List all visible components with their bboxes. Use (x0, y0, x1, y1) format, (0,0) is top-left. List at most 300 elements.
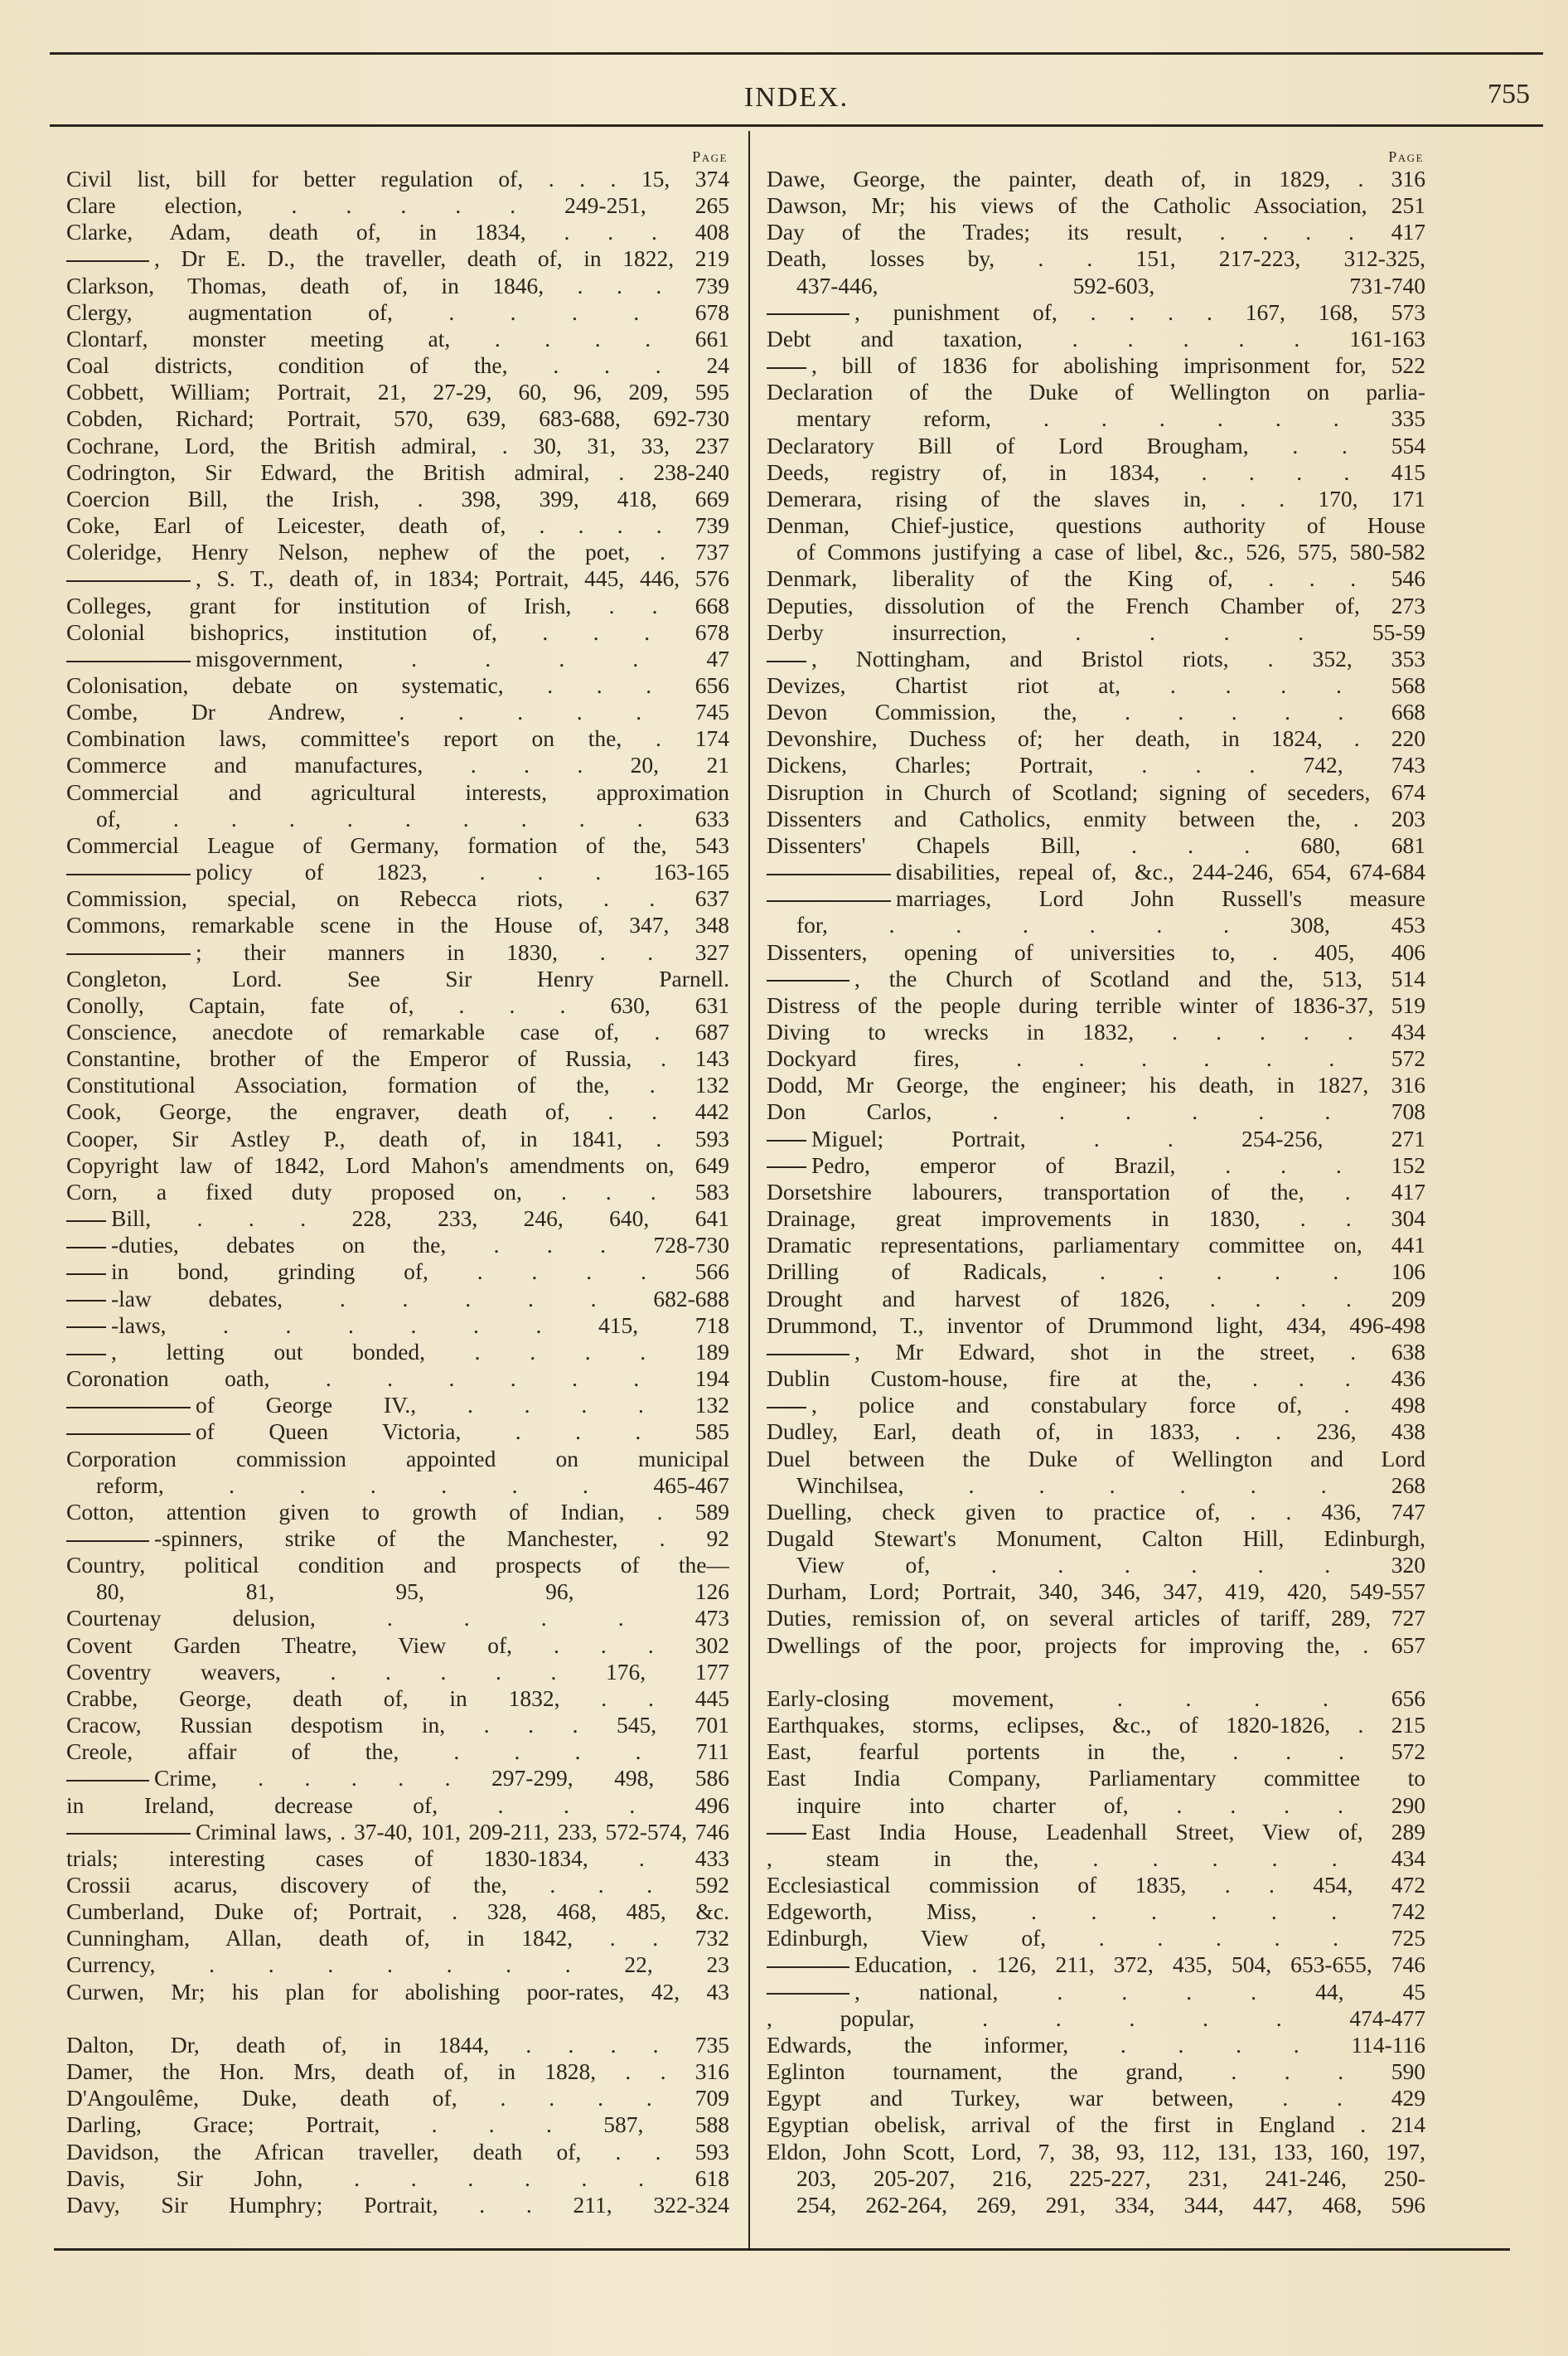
index-entry (767, 885, 1425, 912)
index-entry (66, 859, 729, 885)
index-entry-text: Crime, . . . . . 297-299, 498, 586 (154, 1765, 729, 1791)
index-entry-text: Dawe, George, the painter, death of, in 1829, . 316 (767, 166, 1425, 191)
index-entries-left (66, 166, 729, 2218)
index-entry-text: Creole, affair of the, . . . . 711 (66, 1738, 729, 1765)
index-entry (767, 539, 1425, 565)
index-entry-text: D'Angoulême, Duke, death of, . . . . 709 (66, 2085, 729, 2111)
index-entry (66, 1979, 729, 2005)
index-entry-text: Coleridge, Henry Nelson, nephew of the poet, . 737 (66, 539, 729, 565)
index-entry-text: -duties, debates on the, . . . 728-730 (111, 1232, 729, 1258)
index-entry-text: Davidson, the African traveller, death of, . . 593 (66, 2138, 729, 2165)
index-entry (66, 939, 729, 966)
index-entry-text: Constantine, brother of the Emperor of Russia, . 143 (66, 1045, 729, 1072)
index-entry-text: Combe, Dr Andrew, . . . . . 745 (66, 699, 729, 725)
index-entry (66, 2192, 729, 2218)
footer-rule (54, 2248, 1510, 2251)
ditto-dash (767, 1966, 849, 1968)
index-entry-text: Clergy, augmentation of, . . . . 678 (66, 298, 729, 325)
index-entry-text: Clarke, Adam, death of, in 1834, . . . 408 (66, 219, 729, 245)
index-entry (66, 1685, 729, 1712)
index-entry-text: Dublin Custom-house, fire at the, . . . 436 (767, 1365, 1425, 1392)
index-entry-text: Edinburgh, View of, . . . . . 725 (767, 1925, 1425, 1951)
index-entry (767, 672, 1425, 699)
index-entry (767, 646, 1425, 672)
index-entry (66, 593, 729, 619)
index-entry (66, 832, 729, 859)
index-entry (767, 2139, 1425, 2165)
index-entry-text: trials; interesting cases of 1830-1834, . 433 (66, 1845, 729, 1871)
index-entry (767, 2111, 1425, 2138)
index-entry (767, 2165, 1425, 2192)
index-entry-text: Ecclesiastical commission of 1835, . . 454, 472 (767, 1871, 1425, 1898)
index-entry (767, 166, 1425, 192)
column-divider (748, 131, 750, 2249)
index-entry (66, 1098, 729, 1125)
index-entry-text: Copyright law of 1842, Lord Mahon's amendments on, 649 (66, 1151, 729, 1178)
index-entry-text: Declaratory Bill of Lord Brougham, . . 554 (767, 432, 1425, 458)
index-entry-text: Denmark, liberality of the King of, . . . 546 (767, 565, 1425, 592)
index-entry-text: , bill of 1836 for abolishing imprisonment for, 522 (811, 352, 1425, 379)
index-entry (66, 672, 729, 699)
index-entry (66, 1258, 729, 1285)
index-entry (66, 1179, 729, 1205)
index-entry (66, 1152, 729, 1179)
index-entry-text: Davy, Sir Humphry; Portrait, . . 211, 322-324 (66, 2191, 729, 2218)
index-entry (767, 1258, 1425, 1285)
page-number: 755 (1488, 79, 1530, 109)
index-entry-text: -spinners, strike of the Manchester, . 92 (154, 1525, 729, 1551)
ditto-dash (66, 874, 191, 875)
index-entry-text: Coal districts, condition of the, . . . 24 (66, 352, 729, 379)
index-entry-text: Commons, remarkable scene in the House of, 347, 348 (66, 912, 729, 938)
ditto-dash (767, 1140, 806, 1142)
index-entry (767, 859, 1425, 885)
index-entry (767, 1738, 1425, 1765)
header-rule-bottom (50, 124, 1543, 127)
index-entry (767, 1552, 1425, 1578)
index-entry-text: , national, . . . . 44, 45 (854, 1978, 1425, 2005)
index-entry (767, 1898, 1425, 1925)
index-entry (767, 752, 1425, 778)
index-entry (66, 1312, 729, 1339)
index-entry-text: inquire into charter of, . . . . 290 (796, 1791, 1425, 1818)
index-entry (66, 2032, 729, 2058)
index-entry (767, 1632, 1425, 1659)
index-entry (66, 619, 729, 646)
index-entry-text: Day of the Trades; its result, . . . . 417 (767, 219, 1425, 245)
index-entry-text: 254, 262-264, 269, 291, 334, 344, 447, 468, 596 (796, 2191, 1425, 2218)
ditto-dash (66, 953, 191, 955)
index-entry (767, 1152, 1425, 1179)
index-entry-text: Commission, special, on Rebecca riots, . . 637 (66, 885, 729, 912)
index-entry-text: Death, losses by, . . 151, 217-223, 312-325, (767, 245, 1425, 272)
index-entry-text: Clare election, . . . . . 249-251, 265 (66, 192, 729, 219)
index-entry (66, 2058, 729, 2085)
ditto-dash (66, 1407, 191, 1408)
index-entry (767, 939, 1425, 966)
index-entry-text: of Queen Victoria, . . . 585 (196, 1418, 729, 1445)
index-entry-text: Dockyard fires, . . . . . . 572 (767, 1045, 1425, 1072)
index-entry (66, 326, 729, 352)
index-entry (66, 1552, 729, 1578)
index-entry (767, 1365, 1425, 1392)
index-entry (66, 2005, 729, 2032)
index-entry (66, 1072, 729, 1098)
index-entry-text: Dramatic representations, parliamentary committee on, 441 (767, 1232, 1425, 1258)
index-entry-text: Duties, remission of, on several articles of tariff, 289, 727 (767, 1605, 1425, 1631)
index-entry (66, 1872, 729, 1898)
index-entry (767, 1979, 1425, 2005)
index-entry (66, 1392, 729, 1418)
index-entry-text: Cunningham, Allan, death of, in 1842, . . 732 (66, 1925, 729, 1951)
index-entry-text: Commercial League of Germany, formation of the, 543 (66, 831, 729, 858)
index-entry-text: Coercion Bill, the Irish, . 398, 399, 418, 669 (66, 485, 729, 511)
ditto-dash (767, 1354, 849, 1355)
index-entry (767, 1819, 1425, 1845)
ditto-dash (66, 1833, 191, 1835)
index-entry-text: East, fearful portents in the, . . . 572 (767, 1738, 1425, 1765)
index-entry-text: of Commons justifying a case of libel, &c., 526, 575, 580-582 (796, 539, 1425, 565)
index-entry-text: Cobbett, William; Portrait, 21, 27-29, 60, 96, 209, 595 (66, 379, 729, 405)
ditto-dash (66, 580, 191, 582)
ditto-dash (767, 1833, 806, 1835)
index-entry (767, 1765, 1425, 1791)
ditto-dash (767, 900, 891, 902)
ditto-dash (767, 313, 849, 315)
index-entry (66, 992, 729, 1019)
index-entry (767, 1072, 1425, 1098)
index-entry-text: Darling, Grace; Portrait, . . . 587, 588 (66, 2111, 729, 2138)
index-entry-text: Disruption in Church of Scotland; signing of seceders, 674 (767, 778, 1425, 805)
index-entry-text: Bill, . . . 228, 233, 246, 640, 641 (111, 1205, 729, 1232)
index-entry-text: East India House, Leadenhall Street, View of, 289 (811, 1818, 1425, 1845)
index-entry (767, 565, 1425, 592)
index-entry-text: marriages, Lord John Russell's measure (896, 885, 1425, 912)
index-entry-text: Education, . 126, 211, 372, 435, 504, 653-655, 746 (854, 1951, 1425, 1978)
index-entry (66, 219, 729, 245)
index-entry-text: , Nottingham, and Bristol riots, . 352, 353 (811, 645, 1425, 671)
ditto-dash (767, 661, 806, 662)
ditto-dash (66, 1247, 106, 1248)
index-entry (767, 326, 1425, 352)
index-entry-text: Demerara, rising of the slaves in, . . 170, 171 (767, 485, 1425, 511)
index-entry (767, 1418, 1425, 1445)
index-entry (66, 1659, 729, 1685)
index-entry (66, 512, 729, 539)
index-entry-text: , Dr E. D., the traveller, death of, in 1822, 219 (154, 245, 729, 272)
index-entry (767, 2192, 1425, 2218)
index-entry-text: -law debates, . . . . . 682-688 (111, 1285, 729, 1311)
ditto-dash (66, 1433, 191, 1435)
index-entry (767, 593, 1425, 619)
index-entry (767, 832, 1425, 859)
index-entry (66, 699, 729, 725)
index-entry (66, 646, 729, 672)
index-entry-text: Constitutional Association, formation of the, . 132 (66, 1072, 729, 1098)
index-entry (767, 1951, 1425, 1978)
index-entry (66, 1712, 729, 1738)
index-entry (767, 699, 1425, 725)
index-entry (767, 486, 1425, 512)
index-entry-text: Colleges, grant for institution of Irish, . . 668 (66, 592, 729, 618)
index-entry (66, 245, 729, 272)
index-entry (767, 405, 1425, 432)
index-entry-text: in Ireland, decrease of, . . . 496 (66, 1791, 729, 1818)
page-column-label: Page (1388, 148, 1424, 165)
index-entry-text: Drummond, T., inventor of Drummond light, 434, 496-498 (767, 1311, 1425, 1338)
index-entry-text: policy of 1823, . . . 163-165 (196, 859, 729, 885)
index-entry (767, 1339, 1425, 1365)
index-entry (66, 192, 729, 219)
ditto-dash (66, 661, 191, 662)
index-entry (767, 459, 1425, 486)
index-entry (66, 2165, 729, 2192)
index-entry (66, 1819, 729, 1845)
index-entry (66, 486, 729, 512)
index-entry (66, 2139, 729, 2165)
index-entry (767, 725, 1425, 752)
index-entry (767, 1126, 1425, 1152)
index-entry-text: Egypt and Turkey, war between, . . 429 (767, 2085, 1425, 2111)
index-entry-text: Curwen, Mr; his plan for abolishing poor-rates, 42, 43 (66, 1978, 729, 2005)
index-entry-text: Cracow, Russian despotism in, . . . 545, 701 (66, 1712, 729, 1738)
index-entry-text: Dorsetshire labourers, transportation of the, . 417 (767, 1178, 1425, 1205)
index-entry-text: , police and constabulary force of, . 498 (811, 1392, 1425, 1418)
index-entry (767, 992, 1425, 1019)
index-entry (66, 459, 729, 486)
index-entry-text: Edwards, the informer, . . . . 114-116 (767, 2031, 1425, 2058)
index-entry-text: Debt and taxation, . . . . . 161-163 (767, 325, 1425, 351)
index-entry-text: Corporation commission appointed on municipal (66, 1445, 729, 1471)
index-entry (66, 1126, 729, 1152)
index-entry (767, 1446, 1425, 1472)
index-entry-text: Early-closing movement, . . . . 656 (767, 1685, 1425, 1711)
index-entry (767, 1098, 1425, 1125)
index-entry (66, 1339, 729, 1365)
index-entry (66, 1765, 729, 1791)
index-entry-text: Conscience, anecdote of remarkable case of, . 687 (66, 1019, 729, 1045)
index-entry-text: 203, 205-207, 216, 225-227, 231, 241-246, 250- (796, 2165, 1425, 2191)
index-entry-text: Conolly, Captain, fate of, . . . 630, 631 (66, 991, 729, 1018)
index-entry (66, 405, 729, 432)
ditto-dash (66, 1300, 106, 1302)
index-entry (767, 2032, 1425, 2058)
index-entry (66, 1472, 729, 1499)
index-entry-text: Clontarf, monster meeting at, . . . . 661 (66, 325, 729, 351)
ditto-dash (767, 1166, 806, 1168)
index-entry (66, 885, 729, 912)
index-column-left (66, 148, 729, 2218)
index-entry-text: Clarkson, Thomas, death of, in 1846, . . . 739 (66, 272, 729, 298)
index-entry-text: Eglinton tournament, the grand, . . . 590 (767, 2058, 1425, 2085)
page-title: INDEX. (743, 82, 849, 113)
index-entry-text: View of, . . . . . . 320 (796, 1552, 1425, 1578)
index-entry-text: Colonial bishoprics, institution of, . . . 678 (66, 618, 729, 645)
index-entry-text: Crossii acarus, discovery of the, . . . 592 (66, 1872, 729, 1898)
index-entry (66, 725, 729, 752)
index-entry (767, 1179, 1425, 1205)
index-entry-text: Coke, Earl of Leicester, death of, . . . . 739 (66, 512, 729, 539)
ditto-dash (66, 1540, 149, 1542)
index-entry (66, 352, 729, 379)
index-entry-text: , Mr Edward, shot in the street, . 638 (854, 1338, 1425, 1365)
index-entry (767, 966, 1425, 992)
page-header (50, 46, 1543, 128)
index-entry (767, 1286, 1425, 1312)
index-entry-text: 437-446, 592-603, 731-740 (796, 272, 1425, 298)
header-rule-top (50, 52, 1543, 55)
index-entry (66, 1205, 729, 1232)
index-entry (66, 2111, 729, 2138)
index-entry (767, 299, 1425, 326)
index-entry (767, 1712, 1425, 1738)
ditto-dash (767, 1993, 849, 1995)
index-entry-text: Deeds, registry of, in 1834, . . . . 415 (767, 458, 1425, 485)
index-entry (66, 1232, 729, 1258)
index-entry-text: Dalton, Dr, death of, in 1844, . . . . 735 (66, 2031, 729, 2058)
index-entry-text: Cochrane, Lord, the British admiral, . 30, 31, 33, 237 (66, 432, 729, 458)
index-entry-text: disabilities, repeal of, &c., 244-246, 654, 674-684 (896, 859, 1425, 885)
index-entry (767, 352, 1425, 379)
index-entry-text: Derby insurrection, . . . . 55-59 (767, 618, 1425, 645)
index-entry-text: Dissenters, opening of universities to, . 405, 406 (767, 938, 1425, 965)
index-entry (66, 539, 729, 565)
ditto-dash (66, 260, 149, 262)
index-entry (66, 912, 729, 938)
index-entry (66, 299, 729, 326)
index-entry-text: Crabbe, George, death of, in 1832, . . 445 (66, 1685, 729, 1711)
page-column-label: Page (692, 148, 728, 165)
index-entry (767, 1312, 1425, 1339)
index-entry (767, 1499, 1425, 1525)
index-entry-text: Criminal laws, . 37-40, 101, 209-211, 233, 572-574, 746 (196, 1818, 729, 1845)
index-entry (767, 619, 1425, 646)
index-entry-text: of George IV., . . . . 132 (196, 1392, 729, 1418)
index-entry (767, 1792, 1425, 1819)
index-entry-text: Duel between the Duke of Wellington and Lord (767, 1445, 1425, 1471)
index-entry-text: ; their manners in 1830, . . 327 (196, 938, 729, 965)
index-entry-text: Duelling, check given to practice of, . . 436, 747 (767, 1498, 1425, 1525)
ditto-dash (66, 1220, 106, 1222)
index-entry-text: Dodd, Mr George, the engineer; his death, in 1827, 316 (767, 1072, 1425, 1098)
index-entry-text: Country, political condition and prospects of the— (66, 1552, 729, 1578)
index-entry (767, 2085, 1425, 2111)
index-entry-text: Cobden, Richard; Portrait, 570, 639, 683-688, 692-730 (66, 405, 729, 432)
index-entry-text: Devon Commission, the, . . . . . 668 (767, 699, 1425, 725)
index-entry-text: , punishment of, . . . . 167, 168, 573 (854, 298, 1425, 325)
index-entry (66, 379, 729, 405)
index-entry-text: , letting out bonded, . . . . 189 (111, 1338, 729, 1365)
index-entry-text: Coronation oath, . . . . . . 194 (66, 1365, 729, 1392)
index-entries-right (767, 166, 1425, 2218)
index-entry-text: Dudley, Earl, death of, in 1833, . . 236, 438 (767, 1418, 1425, 1445)
index-entry (767, 1925, 1425, 1951)
index-entry-text: Commercial and agricultural interests, approximation (66, 778, 729, 805)
index-entry (767, 1045, 1425, 1072)
index-entry (767, 806, 1425, 832)
index-entry-text: mentary reform, . . . . . . 335 (796, 405, 1425, 432)
index-entry-text: Civil list, bill for better regulation of, . . . 15, 374 (66, 166, 729, 191)
ditto-dash (66, 1326, 106, 1328)
index-entry-text: Codrington, Sir Edward, the British admiral, . 238-240 (66, 458, 729, 485)
index-entry-text: Eldon, John Scott, Lord, 7, 38, 93, 112, 131, 133, 160, 197, (767, 2138, 1425, 2165)
index-entry (767, 912, 1425, 938)
index-entry-text: , S. T., death of, in 1834; Portrait, 445, 446, 576 (196, 565, 729, 592)
ditto-dash (767, 1407, 806, 1408)
index-entry-text: , popular, . . . . . 474-477 (767, 2005, 1425, 2031)
ditto-dash (767, 980, 849, 982)
index-entry (66, 1019, 729, 1045)
index-entry-text: Dwellings of the poor, projects for improving the, . 657 (767, 1631, 1425, 1658)
index-entry (66, 2085, 729, 2111)
index-entry-text: Covent Garden Theatre, View of, . . . 302 (66, 1631, 729, 1658)
index-entry-text: for, . . . . . . 308, 453 (796, 912, 1425, 938)
index-entry-text: Devonshire, Duchess of; her death, in 1824, . 220 (767, 725, 1425, 752)
index-entry (66, 1605, 729, 1631)
index-entry-text: Commerce and manufactures, . . . 20, 21 (66, 752, 729, 778)
index-entry-text: -laws, . . . . . . 415, 718 (111, 1311, 729, 1338)
index-entry-text: Drought and harvest of 1826, . . . . 209 (767, 1285, 1425, 1311)
index-column-right (767, 148, 1425, 2218)
index-entry (66, 1045, 729, 1072)
index-entry (767, 379, 1425, 405)
index-entry (66, 565, 729, 592)
index-entry-text: Coventry weavers, . . . . . 176, 177 (66, 1658, 729, 1685)
index-entry (66, 1632, 729, 1659)
index-entry (66, 779, 729, 806)
index-entry (767, 1659, 1425, 1685)
index-entry-text: Cotton, attention given to growth of Indian, . 589 (66, 1498, 729, 1525)
index-entry-text: Congleton, Lord. See Sir Henry Parnell. (66, 965, 729, 991)
index-entry (66, 273, 729, 299)
index-entry (767, 2005, 1425, 2032)
index-entry-text: Durham, Lord; Portrait, 340, 346, 347, 419, 420, 549-557 (767, 1578, 1425, 1605)
index-entry-text: Courtenay delusion, . . . . 473 (66, 1605, 729, 1631)
index-entry-text: Devizes, Chartist riot at, . . . . 568 (767, 671, 1425, 698)
index-entry (66, 1951, 729, 1978)
index-entry-text: East India Company, Parliamentary committee to (767, 1765, 1425, 1791)
index-entry (66, 1286, 729, 1312)
index-entry (767, 433, 1425, 459)
index-entry (767, 1392, 1425, 1418)
index-entry-text: Dickens, Charles; Portrait, . . . 742, 743 (767, 752, 1425, 778)
index-entry (66, 1499, 729, 1525)
ditto-dash (66, 1273, 106, 1275)
index-entry-text: reform, . . . . . . 465-467 (96, 1471, 729, 1498)
index-entry (767, 2058, 1425, 2085)
index-entry-text: Egyptian obelisk, arrival of the first in England . 214 (767, 2111, 1425, 2138)
index-entry-text: Winchilsea, . . . . . . 268 (796, 1471, 1425, 1498)
index-entry (66, 1446, 729, 1472)
index-entry (767, 245, 1425, 272)
index-entry (767, 779, 1425, 806)
index-entry-text: Denman, Chief-justice, questions authority of House (767, 512, 1425, 539)
index-entry (66, 1738, 729, 1765)
ditto-dash (767, 874, 891, 875)
index-entry-text: Currency, . . . . . . . 22, 23 (66, 1951, 729, 1978)
index-entry-text: Drilling of Radicals, . . . . . 106 (767, 1258, 1425, 1285)
index-entry-text: Declaration of the Duke of Wellington on parlia- (767, 379, 1425, 405)
index-entry-text: Colonisation, debate on systematic, . . . 656 (66, 671, 729, 698)
index-entry (767, 1605, 1425, 1631)
index-entry-text: Drainage, great improvements in 1830, . . 304 (767, 1205, 1425, 1232)
index-entry-text: Cook, George, the engraver, death of, . . 442 (66, 1098, 729, 1125)
index-entry (66, 1925, 729, 1951)
ditto-dash (66, 1780, 149, 1782)
index-entry (767, 219, 1425, 245)
index-entry-text: in bond, grinding of, . . . . 566 (111, 1258, 729, 1285)
ditto-dash (66, 1354, 106, 1355)
